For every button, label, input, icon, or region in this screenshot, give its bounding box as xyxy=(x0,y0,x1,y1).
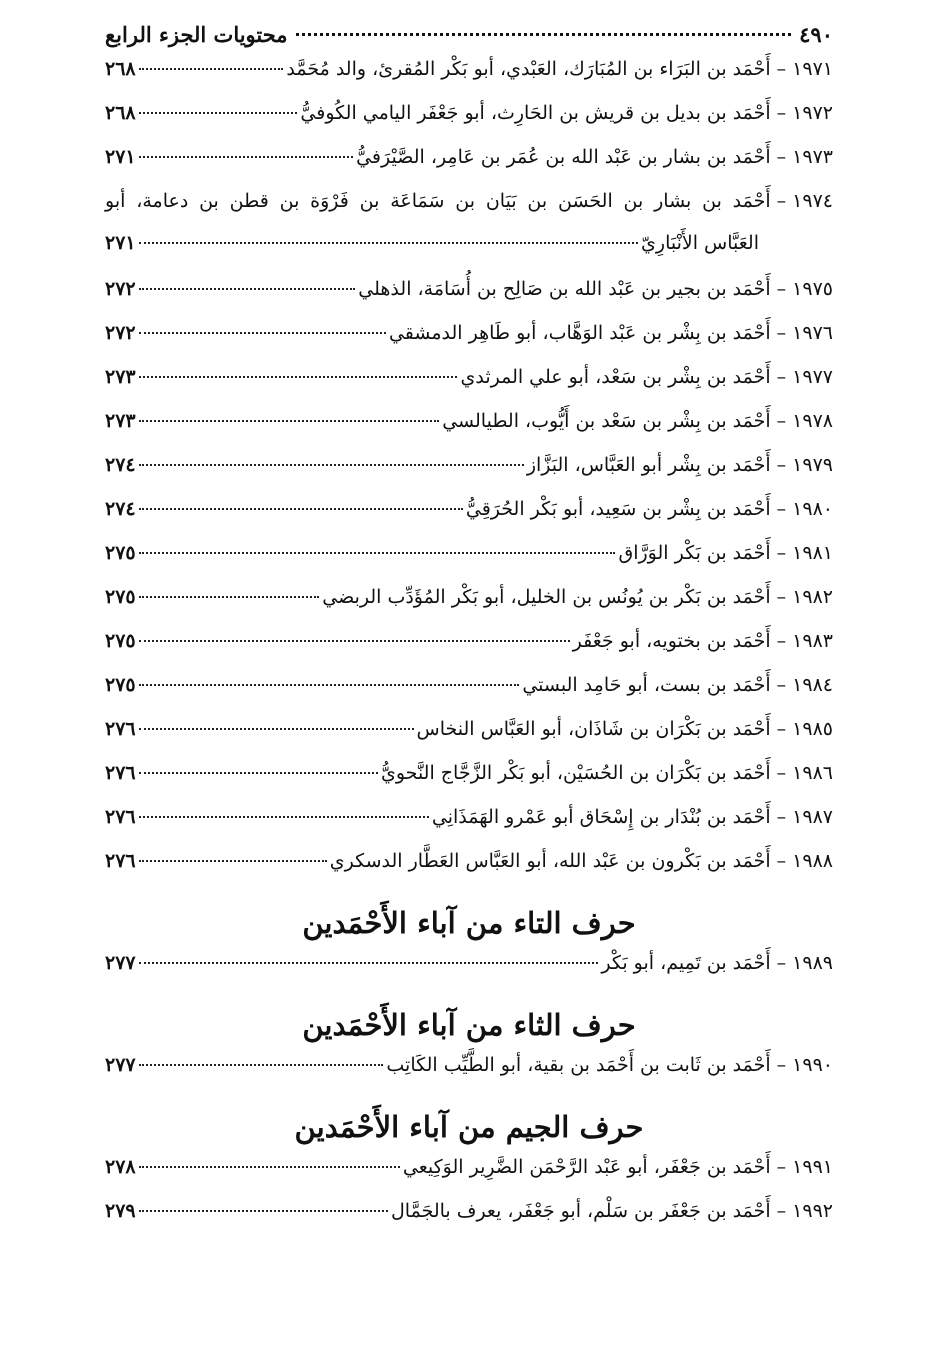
entry-page: ٢٧٢ xyxy=(105,278,136,300)
entry-number: ١٩٨٩ xyxy=(792,952,833,974)
entry-dot-leader xyxy=(139,288,356,290)
entry-dot-leader xyxy=(139,112,298,114)
entry-text: أَحْمَد بن بختويه، أبو جَعْفَر xyxy=(572,630,771,652)
entry-number: ١٩٧٩ xyxy=(792,454,833,476)
toc-entry[interactable] xyxy=(105,454,833,498)
entry-text: أَحْمَد بن بُنْدَار بن إِسْحَاق أبو عَمْرو الهَمَذَانِي xyxy=(431,806,771,828)
entry-dot-leader xyxy=(139,508,463,510)
toc-entry[interactable] xyxy=(105,278,833,322)
toc-entry-wrapped[interactable] xyxy=(105,190,833,278)
entry-dash: – xyxy=(776,190,787,212)
entry-text-line-2: العَبَّاس الأَنْبَارِيّ xyxy=(641,232,759,254)
entry-text: أَحْمَد بن بديل بن قريش بن الحَارِث، أبو جَعْفَر اليامي الكُوفيُّ xyxy=(300,102,771,124)
entry-number: ١٩٨٢ xyxy=(792,586,833,608)
entry-page: ٢٧٤ xyxy=(105,454,136,476)
entry-text: أَحْمَد بن بَكْر بن يُونُس بن الخليل، أبو بَكْر المُؤَدِّب الربضي xyxy=(322,586,771,608)
entry-number: ١٩٩٢ xyxy=(792,1200,833,1222)
entry-dash: – xyxy=(776,58,787,80)
entry-page: ٢٧٣ xyxy=(105,366,136,388)
entry-dot-leader xyxy=(139,596,320,598)
entry-dash: – xyxy=(776,542,787,564)
entries-section-tha xyxy=(105,1054,833,1098)
entry-dash: – xyxy=(776,410,787,432)
entry-dash: – xyxy=(776,952,787,974)
entry-dot-leader xyxy=(139,1210,388,1212)
toc-entry[interactable] xyxy=(105,630,833,674)
toc-entry[interactable] xyxy=(105,1200,833,1244)
toc-entry[interactable] xyxy=(105,1054,833,1098)
entry-text: أَحْمَد بن بِشْر بن سَعْد، أبو علي المرثدي xyxy=(460,366,771,388)
toc-entry[interactable] xyxy=(105,850,833,894)
toc-entry[interactable] xyxy=(105,410,833,454)
entry-page: ٢٧٦ xyxy=(105,806,136,828)
entry-number: ١٩٨٠ xyxy=(792,498,833,520)
entry-dot-leader xyxy=(139,728,414,730)
entry-number: ١٩٩١ xyxy=(792,1156,833,1178)
entry-dot-leader xyxy=(139,464,524,466)
entry-number: ١٩٨٣ xyxy=(792,630,833,652)
entry-number: ١٩٨٧ xyxy=(792,806,833,828)
entry-number: ١٩٩٠ xyxy=(792,1054,833,1076)
entry-page: ٢٧٦ xyxy=(105,850,136,872)
entry-text: أَحْمَد بن بشار بن عَبْد الله بن عُمَر بن عَامِر، الصَّيْرَفيُّ xyxy=(356,146,771,168)
toc-entry[interactable] xyxy=(105,366,833,410)
entry-text: أَحْمَد بن بِشْر بن سَعِيد، أبو بَكْر الحُرَقِيُّ xyxy=(465,498,771,520)
toc-entry[interactable] xyxy=(105,762,833,806)
entry-dot-leader xyxy=(139,816,429,818)
wrapped-line-2 xyxy=(105,232,833,278)
entry-number: ١٩٨٥ xyxy=(792,718,833,740)
entry-dot-leader xyxy=(139,772,378,774)
entry-text: أَحْمَد بن بَكْرَان بن الحُسَيْن، أبو بَكْر الزَّجَّاج النَّحويُّ xyxy=(381,762,771,784)
toc-entry[interactable] xyxy=(105,952,833,996)
entries-block-1 xyxy=(105,58,833,190)
entry-text: أَحْمَد بن بَكْرون بن عَبْد الله، أبو العَبَّاس العَطَّار الدسكري xyxy=(329,850,771,872)
section-title-jim: حرف الجيم من آباء الأَحْمَدين xyxy=(294,1110,644,1144)
entry-dash: – xyxy=(776,630,787,652)
entry-page: ٢٧٦ xyxy=(105,762,136,784)
entry-number: ١٩٧٨ xyxy=(792,410,833,432)
entry-number: ١٩٧٢ xyxy=(792,102,833,124)
entry-number: ١٩٧٣ xyxy=(792,146,833,168)
entry-text: أَحْمَد بن بِشْر أبو العَبَّاس، البَزَّاز xyxy=(526,454,771,476)
entry-page: ٢٧٧ xyxy=(105,1054,136,1076)
toc-entry[interactable] xyxy=(105,498,833,542)
header-page-number: ٤٩٠ xyxy=(799,22,833,47)
toc-entry[interactable] xyxy=(105,586,833,630)
entry-text: أَحْمَد بن البَرَاء بن المُبَارَك، العَبْدي، أبو بَكْر المُقرئ، والد مُحَمَّد xyxy=(286,58,771,80)
entries-section-jim xyxy=(105,1156,833,1244)
toc-entry[interactable] xyxy=(105,102,833,146)
entry-number: ١٩٧١ xyxy=(792,58,833,80)
entry-dash: – xyxy=(776,498,787,520)
entry-page: ٢٧٤ xyxy=(105,498,136,520)
entry-text: أَحْمَد بن بجير بن عَبْد الله بن صَالِح بن أُسَامَة، الذهلي xyxy=(358,278,771,300)
entry-number: ١٩٧٥ xyxy=(792,278,833,300)
toc-entry[interactable] xyxy=(105,718,833,762)
entry-number: ١٩٨٦ xyxy=(792,762,833,784)
entry-dash: – xyxy=(776,586,787,608)
entry-dash: – xyxy=(776,322,787,344)
entry-dot-leader xyxy=(139,684,520,686)
entry-dash: – xyxy=(776,718,787,740)
entry-dot-leader xyxy=(139,962,599,964)
entry-dot-leader xyxy=(139,1166,400,1168)
entry-text: أَحْمَد بن تَمِيم، أبو بَكْر xyxy=(601,952,771,974)
toc-entry[interactable] xyxy=(105,542,833,586)
entry-number: ١٩٧٤ xyxy=(792,190,833,212)
entry-number: ١٩٧٧ xyxy=(792,366,833,388)
header-title: محتويات الجزء الرابع xyxy=(105,22,288,47)
entry-dash: – xyxy=(776,102,787,124)
entry-page: ٢٧٣ xyxy=(105,410,136,432)
section-title-ta: حرف التاء من آباء الأَحْمَدين xyxy=(302,906,636,940)
entry-page: ٢٧٧ xyxy=(105,952,136,974)
entry-page: ٢٧٢ xyxy=(105,322,136,344)
entries-section-ta xyxy=(105,952,833,996)
toc-page xyxy=(105,22,833,1244)
entry-page: ٢٧٥ xyxy=(105,630,136,652)
entry-number: ١٩٨٨ xyxy=(792,850,833,872)
entry-page: ٢٧٥ xyxy=(105,542,136,564)
toc-entry[interactable] xyxy=(105,806,833,850)
entry-page: ٢٧٨ xyxy=(105,1156,136,1178)
entry-dot-leader xyxy=(139,640,570,642)
entry-text: أَحْمَد بن جَعْفَر، أبو عَبْد الرَّحْمَن الضَّرِير الوَكِيعي xyxy=(402,1156,771,1178)
entry-dot-leader xyxy=(139,156,353,158)
entry-dash: – xyxy=(776,1156,787,1178)
entry-dash: – xyxy=(776,1054,787,1076)
entry-text: أَحْمَد بن بَكْرَان بن شَاذَان، أبو العَبَّاس النخاس xyxy=(416,718,771,740)
entry-text: أَحْمَد بن ثَابت بن أَحْمَد بن بقية، أبو الطَّيِّب الكَاتِب xyxy=(386,1054,771,1076)
entry-dot-leader xyxy=(139,552,616,554)
entry-page: ٢٧١ xyxy=(105,232,136,254)
entry-dash: – xyxy=(776,454,787,476)
entry-text-line-1: أَحْمَد بن بشار بن الحَسَن بن بَيَان بن سَمَاعَة بن فَرْوَة بن قطن بن دعامة، أبو xyxy=(105,190,771,212)
toc-entry[interactable] xyxy=(105,674,833,718)
entry-text: أَحْمَد بن بِشْر بن سَعْد بن أَيُّوب، الطيالسي xyxy=(442,410,771,432)
entry-number: ١٩٨٤ xyxy=(792,674,833,696)
entry-dot-leader xyxy=(139,1064,384,1066)
entry-text: أَحْمَد بن جَعْفَر بن سَلْم، أبو جَعْفَر، يعرف بالجَمَّال xyxy=(391,1200,771,1222)
entry-dash: – xyxy=(776,762,787,784)
header-dot-leader xyxy=(296,33,792,36)
wrapped-line-1 xyxy=(105,190,833,232)
running-header xyxy=(105,22,833,58)
entry-dash: – xyxy=(776,674,787,696)
entry-text: أَحْمَد بن بست، أبو حَامِد البستي xyxy=(522,674,771,696)
entry-text: أَحْمَد بن بِشْر بن عَبْد الوَهَّاب، أبو طَاهِر الدمشقي xyxy=(388,322,771,344)
entry-page: ٢٧٥ xyxy=(105,586,136,608)
entry-number: ١٩٨١ xyxy=(792,542,833,564)
entry-dash: – xyxy=(776,146,787,168)
entry-dash: – xyxy=(776,1200,787,1222)
toc-entry[interactable] xyxy=(105,322,833,366)
entry-page: ٢٧٩ xyxy=(105,1200,136,1222)
toc-entry[interactable] xyxy=(105,1156,833,1200)
entry-dash: – xyxy=(776,850,787,872)
entry-page: ٢٧٦ xyxy=(105,718,136,740)
entry-dot-leader xyxy=(139,68,284,70)
entry-dash: – xyxy=(776,366,787,388)
entry-dot-leader xyxy=(139,376,458,378)
section-title-tha: حرف الثاء من آباء الأَحْمَدين xyxy=(302,1008,636,1042)
entry-dot-leader xyxy=(139,332,386,334)
entry-page: ٢٧١ xyxy=(105,146,136,168)
entry-page: ٢٦٨ xyxy=(105,102,136,124)
entry-number: ١٩٧٦ xyxy=(792,322,833,344)
entry-dash: – xyxy=(776,278,787,300)
entry-dot-leader xyxy=(139,860,327,862)
entry-dot-leader xyxy=(139,242,638,244)
entry-page: ٢٧٥ xyxy=(105,674,136,696)
entry-dot-leader xyxy=(139,420,440,422)
entry-text: أَحْمَد بن بَكْر الوَرَّاق xyxy=(618,542,771,564)
toc-entry[interactable] xyxy=(105,58,833,102)
toc-entry[interactable] xyxy=(105,146,833,190)
entries-block-2 xyxy=(105,278,833,894)
entry-page: ٢٦٨ xyxy=(105,58,136,80)
entry-dash: – xyxy=(776,806,787,828)
